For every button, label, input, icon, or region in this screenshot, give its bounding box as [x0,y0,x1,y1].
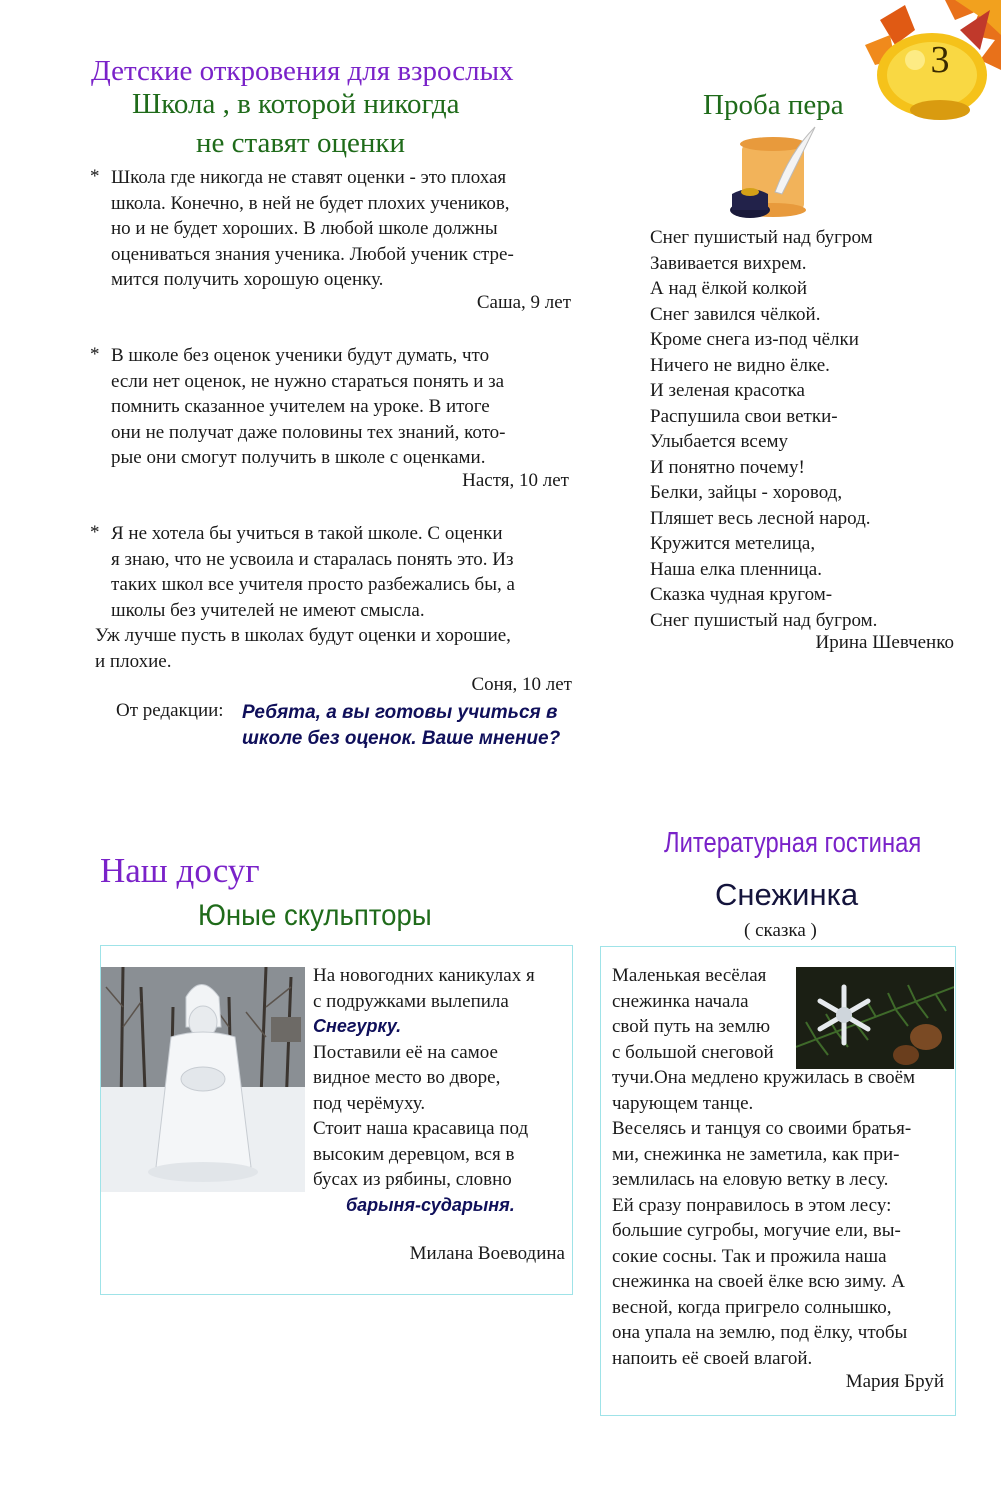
poem-line: А над ёлкой колкой [650,278,808,299]
poem-line: Кроме снега из-под чёлки [650,329,859,350]
page-number: 3 [930,39,950,81]
text-line: с подружками вылепила [313,990,509,1012]
text-line: оцениваться знания ученика. Любой ученик стре- [111,243,514,265]
text-line: таких школ все учителя просто разбежались бы, а [111,574,515,595]
text-line: снежинка начала [612,990,749,1012]
poem-line: Наша елка пленница. [650,558,822,580]
text-line: бусах из рябины, словно [313,1169,512,1190]
article-title-line-1: Школа , в которой никогда [132,88,460,120]
text-line: если нет оценок, не нужно стараться понять и за [111,370,505,392]
entry-2-author: Настя, 10 лет [462,470,569,491]
text-line: напоить её своей влагой. [612,1347,813,1369]
entry-3-author: Соня, 10 лет [471,674,572,695]
text-line: На новогодних каникулах я [313,965,535,986]
text-line: и плохие. [95,650,172,672]
story-text-short [612,963,774,1065]
scroll-quill-inkwell-icon [720,122,820,222]
text-line: Ребята, а вы готовы учиться в [242,702,558,723]
text-line: но и не будет хороших. В любой школе должны [111,218,498,239]
text-line: школе без оценок. Ваше мнение? [242,728,561,749]
text-line: свой путь на землю [612,1016,771,1037]
text-line: Поставили её на самое [313,1041,498,1063]
text-line: я знаю, что не усвоила и старалась понять это. Из [111,548,514,570]
story-subtitle: ( сказка ) [744,920,817,941]
text-line: Веселясь и танцуя со своими братья- [612,1118,912,1139]
entry-2-text [111,343,506,471]
poem-line: Пляшет весь лесной народ. [650,507,871,529]
text-line: Маленькая весёлая [612,965,767,986]
text-line: под черёмуху. [313,1092,426,1114]
text-line: Школа где никогда не ставят оценки - это плохая [111,167,507,188]
emphasis-text: барыня-сударыня. [346,1194,515,1215]
text-line: снежинка на своей ёлке всю зиму. А [612,1271,905,1292]
text-line: рые они смогут получить в школе с оценками. [111,447,486,468]
story-author: Мария Бруй [845,1371,944,1392]
text-line: ми, снежинка не заметила, как при- [612,1143,900,1165]
text-line: В школе без оценок ученики будут думать, что [111,345,490,366]
text-line: видное место во дворе, [313,1067,501,1088]
sculptors-author: Милана Воеводина [409,1243,565,1264]
entry-3-text [111,521,515,623]
bullet-marker: * [90,344,100,365]
text-line: Я не хотела бы учиться в такой школе. С оценки [111,523,503,544]
poem-line: И понятно почему! [650,456,805,478]
sculptors-text [313,963,535,1218]
text-line: она упала на землю, под ёлку, чтобы [612,1322,908,1343]
bullet-marker: * [90,166,100,187]
emphasis-text: Снегурку. [313,1016,402,1036]
poem-author: Ирина Шевченко [815,632,954,653]
text-line: помнить сказанное учителем на уроке. В итоге [111,396,490,417]
text-line: они не получат даже половины тех знаний, кото- [111,421,506,443]
text-line: землилась на еловую ветку в лесу. [612,1169,889,1190]
poem-line: Кружится метелица, [650,533,816,554]
rubric-heading: Литературная гостиная [664,827,922,859]
poem-line: Улыбается всему [650,431,789,452]
rubric-heading: Наш досуг [100,851,260,890]
text-line: школы без учителей не имеют смысла. [111,599,425,621]
text-line: Стоит наша красавица под [313,1118,529,1139]
section-title: Проба пера [703,89,844,121]
poem-line: Завивается вихрем. [650,252,807,274]
editorial-label: От редакции: [116,700,224,721]
article-title: Юные скульпторы [198,899,432,932]
poem-line: Распушила свои ветки- [650,405,838,427]
poem-line: И зеленая красотка [650,380,805,401]
editorial-question [242,700,560,752]
poem-line: Сказка чудная кругом- [650,584,833,605]
bullet-marker: * [90,522,100,543]
poem-line: Снег пушистый над бугром. [650,609,878,631]
story-title: Снежинка [715,877,859,912]
text-line: чарующем танце. [612,1092,754,1114]
text-line: сокие сосны. Так и прожила наша [612,1245,887,1267]
entry-1-text [111,165,514,293]
poem-line: Снег завился чёлкой. [650,303,821,325]
text-line: высоким деревцом, вся в [313,1143,515,1165]
text-line: с большой снеговой [612,1041,774,1063]
text-line: Ей сразу понравилось в этом лесу: [612,1194,892,1216]
entry-1-author: Саша, 9 лет [476,292,571,313]
rubric-heading: Детские откровения для взрослых [91,55,514,87]
poem [650,225,877,633]
entry-3-conclusion [95,623,511,674]
text-line: школа. Конечно, в ней не будет плохих учеников, [111,192,510,214]
snowflake-on-fir-branch-photo [796,967,954,1069]
text-line: Уж лучше пусть в школах будут оценки и хорошие, [95,625,511,646]
snow-maiden-sculpture-photo [101,967,305,1192]
poem-line: Снег пушистый над бугром [650,227,873,248]
poem-line: Ничего не видно ёлке. [650,354,830,376]
article-title-line-2: не ставят оценки [196,127,406,159]
text-line: мится получить хорошую оценку. [111,269,384,290]
story-text-full [612,1065,915,1371]
text-line: весной, когда пригрело солнышко, [612,1296,892,1318]
text-line: большие сугробы, могучие ели, вы- [612,1220,901,1241]
poem-line: Белки, зайцы - хоровод, [650,482,843,503]
text-line: тучи.Она медлено кружилась в своём [612,1067,916,1088]
